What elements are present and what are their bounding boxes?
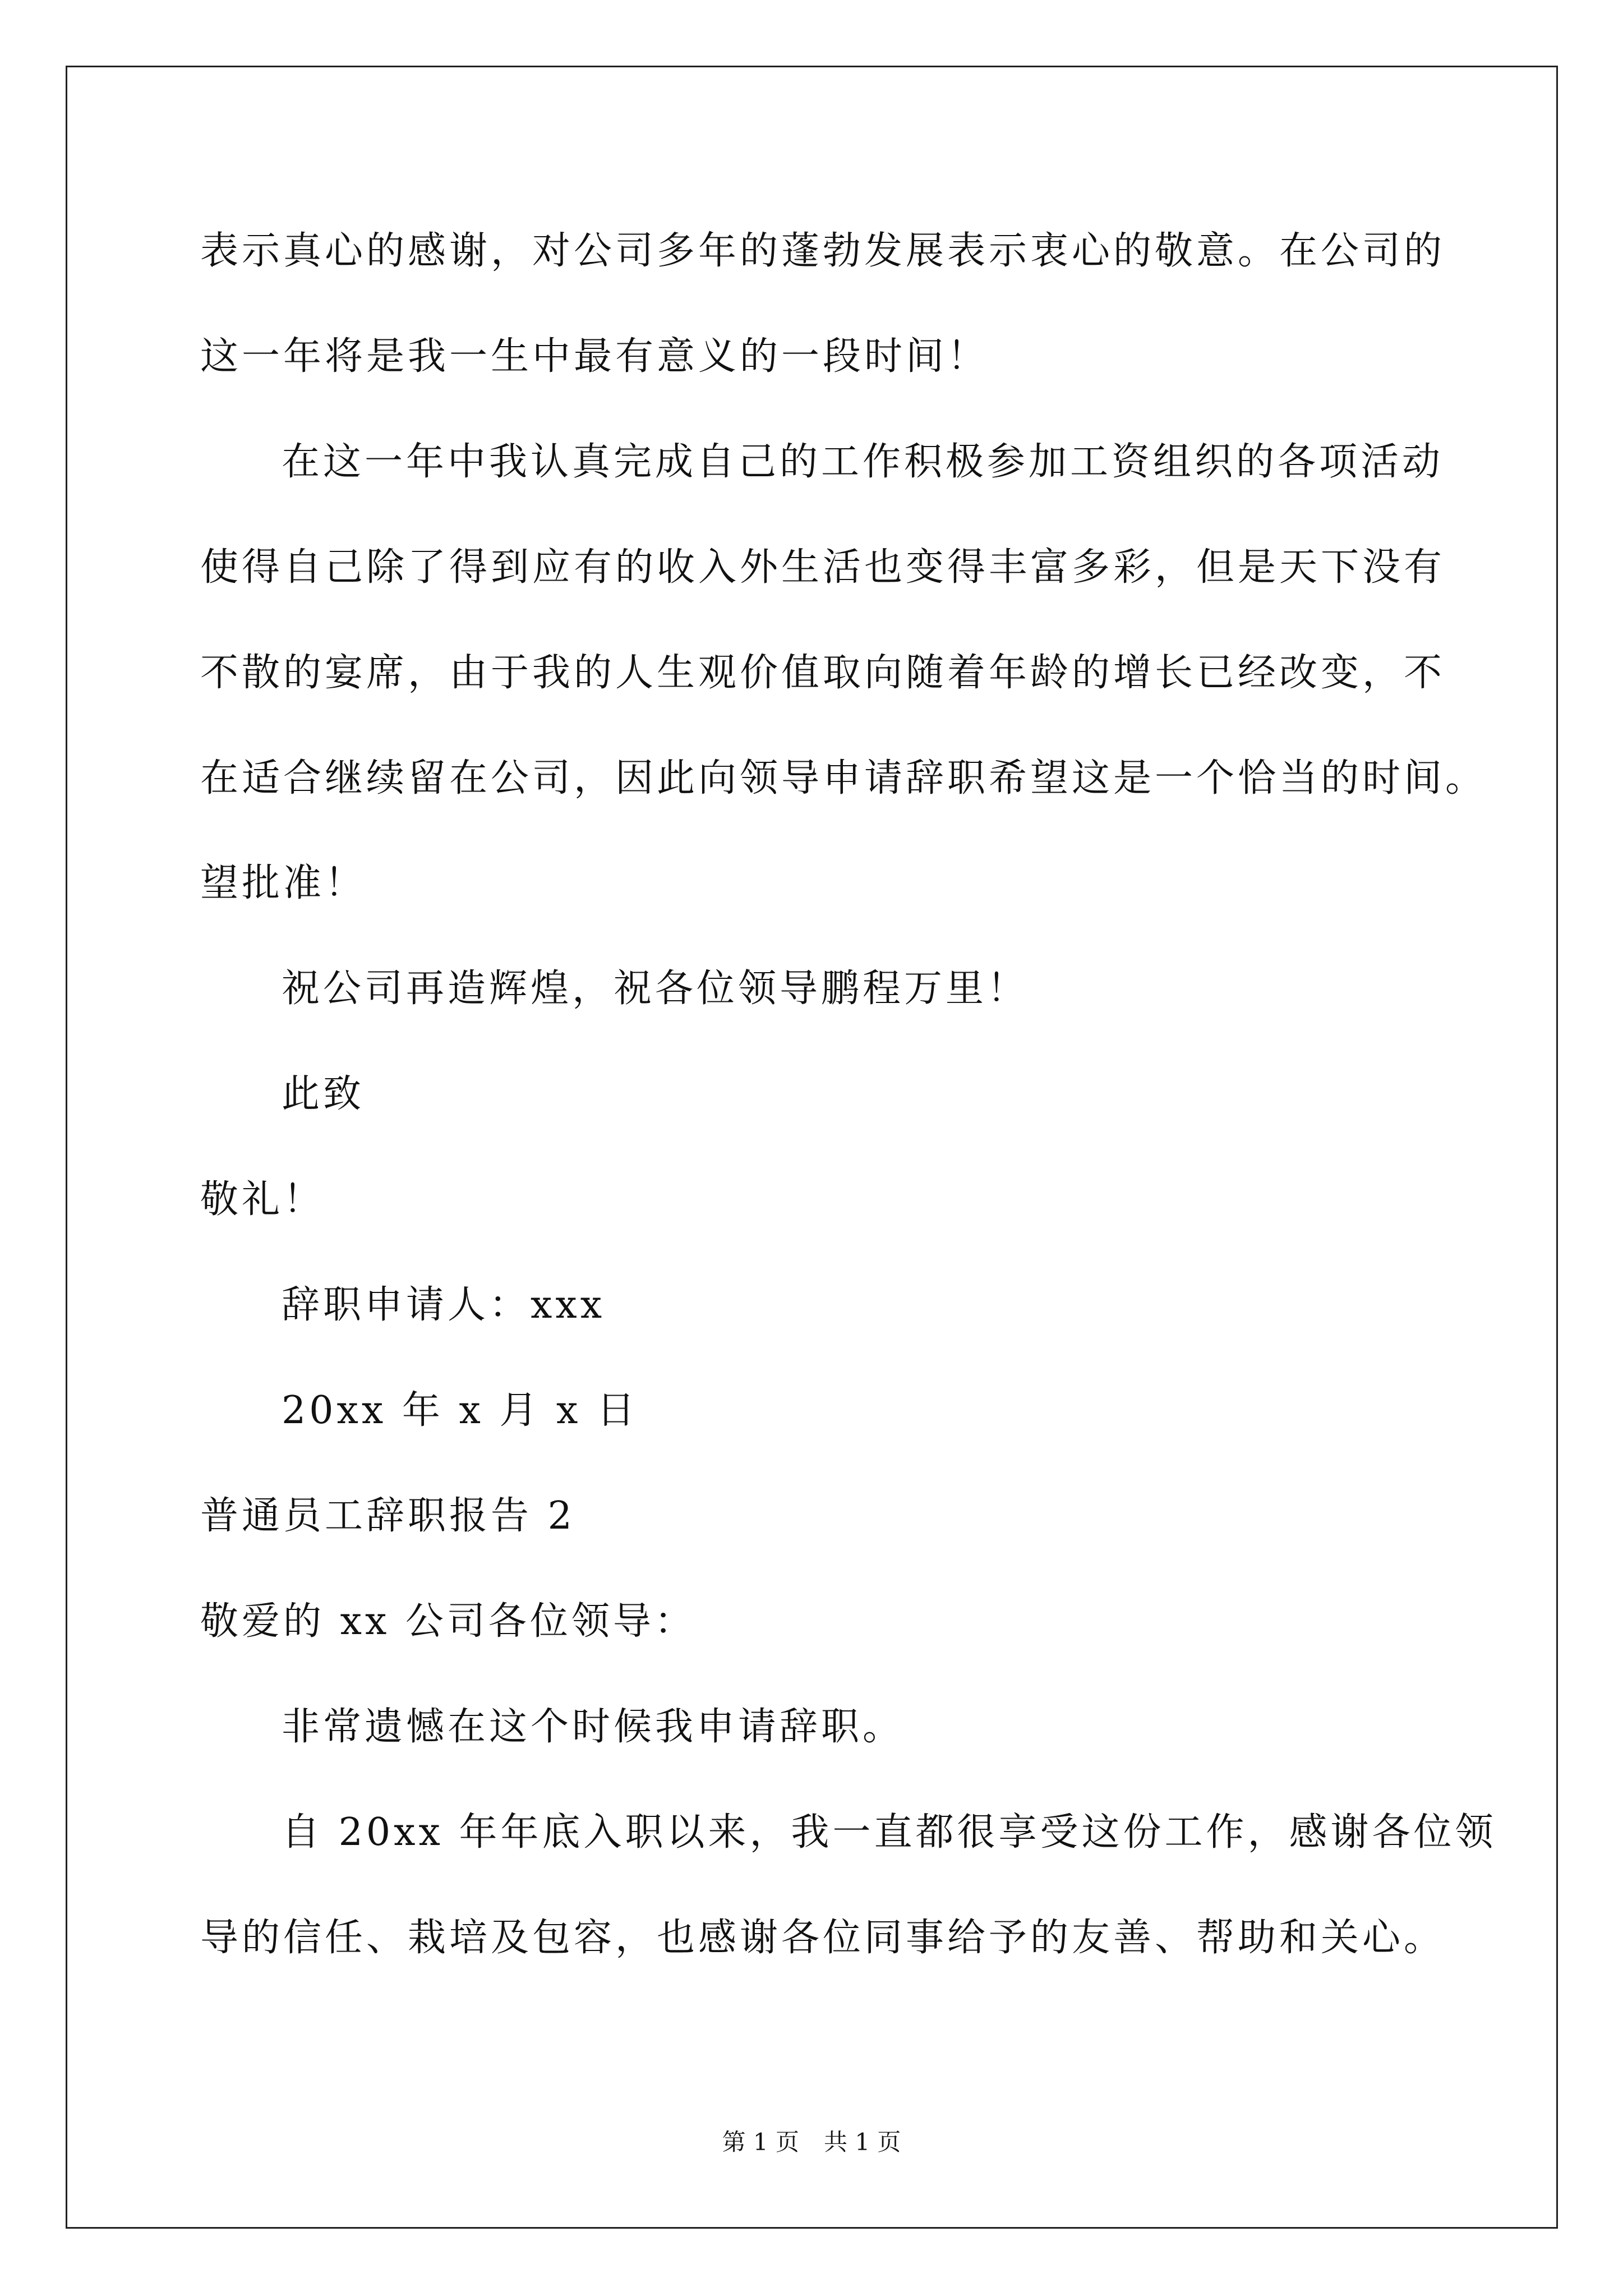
salutation-line: 敬礼！	[200, 1177, 325, 1222]
page-footer	[0, 2128, 1623, 2156]
page-total: 共 1 页	[824, 2128, 901, 2156]
paragraph-line: 非常遗憾在这个时候我申请辞职。	[282, 1705, 905, 1749]
date-line: 20xx 年 x 月 x 日	[282, 1388, 639, 1433]
paragraph-line: 祝公司再造辉煌，祝各位领导鹏程万里！	[282, 967, 1029, 1011]
paragraph-line: 在这一年中我认真完成自己的工作积极参加工资组织的各项活动	[282, 440, 1444, 484]
greeting-line: 敬爱的 xx 公司各位领导：	[200, 1599, 696, 1644]
page-border	[66, 66, 1558, 2229]
paragraph-line: 自 20xx 年年底入职以来，我一直都很享受这份工作，感谢各位领	[282, 1810, 1497, 1855]
section-title: 普通员工辞职报告 2	[200, 1494, 575, 1538]
applicant-line: 辞职申请人：xxx	[282, 1283, 606, 1327]
page-number: 第 1 页	[722, 2128, 799, 2156]
text-line: 这一年将是我一生中最有意义的一段时间！	[200, 334, 989, 379]
text-line: 导的信任、栽培及包容，也感谢各位同事给予的友善、帮助和关心。	[200, 1916, 1446, 1960]
text-line: 使得自己除了得到应有的收入外生活也变得丰富多彩，但是天下没有	[200, 545, 1446, 590]
text-line: 在适合继续留在公司，因此向领导申请辞职希望这是一个恰当的时间。	[200, 756, 1487, 800]
text-line: 不散的宴席，由于我的人生观价值取向随着年龄的增长已经改变，不	[200, 651, 1446, 695]
closing-line: 此致	[282, 1072, 365, 1116]
text-line: 望批准！	[200, 861, 367, 905]
text-line: 表示真心的感谢，对公司多年的蓬勃发展表示衷心的敬意。在公司的	[200, 229, 1446, 273]
